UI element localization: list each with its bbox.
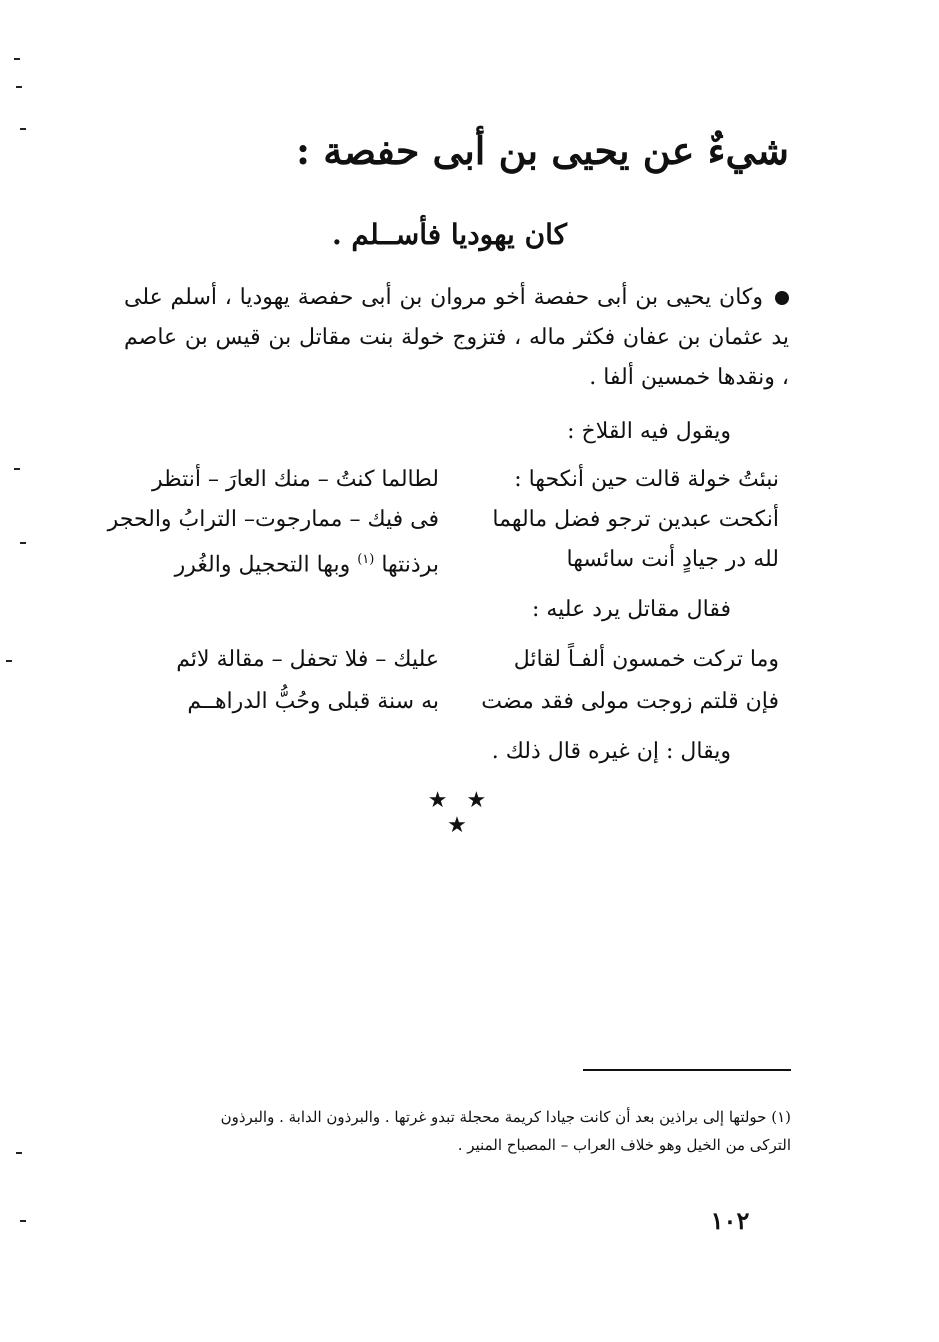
page-number: ١٠٢ (710, 1206, 750, 1235)
scan-mark (16, 86, 22, 88)
poem2-hemistich-left: به سنة قبلى وحُبُّ الدراهــم (187, 689, 439, 714)
scan-mark (20, 542, 26, 544)
footnote-line: التركى من الخيل وهو خلاف العراب – المصباح المنير . (457, 1136, 791, 1154)
page-subheading: كان يهوديا فأســلم . (331, 218, 567, 251)
hemistich-text-a: برذنتها (374, 552, 439, 578)
bullet-icon (775, 291, 789, 305)
footnote-separator (583, 1069, 791, 1071)
poem2-hemistich-right: وما تركت خمسون ألفـاً لقائل (513, 647, 779, 672)
footnote-marker: (١) (357, 552, 375, 567)
section-divider-stars: ★ ★ ★ (427, 788, 493, 838)
paragraph-text: وكان يحيى بن أبى حفصة أخو مروان بن أبى حفصة يهوديا ، أسلم على يد عثمان بن عفان فكثر ماله ، فتزوج خولة بنت مقاتل بن قيس بن عاصم ، ونقدها خمسين ألفا . (124, 285, 789, 390)
body-paragraph (124, 278, 789, 398)
footnote (126, 1103, 791, 1159)
scan-mark (16, 1152, 22, 1154)
poem2-hemistich-right: فإن قلتم زوجت مولى فقد مضت (481, 689, 779, 714)
scan-mark (6, 660, 12, 662)
footnote-line: (١) حولتها إلى براذين بعد أن كانت جيادا كريمة محجلة تبدو غرتها . والبرذون الدابة . والبرذون (220, 1108, 791, 1126)
poem2-hemistich-left: عليك – فلا تحفل – مقالة لائم (176, 647, 439, 672)
scan-mark (14, 468, 20, 470)
hemistich-text-b: وبها التحجيل والغُرر (174, 552, 358, 578)
closing-line: ويقال : إن غيره قال ذلك . (491, 739, 731, 764)
poem1-hemistich-right: نبئتُ خولة قالت حين أنكحها : (514, 467, 779, 492)
poem1-hemistich-left: لطالما كنتُ – منك العارَ – أنتظر (151, 467, 439, 492)
scan-mark (20, 1220, 26, 1222)
scan-mark (14, 58, 20, 60)
poem1-hemistich-right: لله در جيادٍ أنت سائسها (566, 547, 779, 572)
poem1-hemistich-left-with-note (139, 540, 439, 585)
intro-muqatil: فقال مقاتل يرد عليه : (531, 597, 731, 622)
scan-mark (20, 128, 26, 130)
poem1-hemistich-right: أنكحت عبدين ترجو فضل مالهما (492, 507, 779, 532)
poem1-hemistich-left: فى فيك – ممارجوت– الترابُ والحجر (107, 507, 439, 532)
intro-qallakh: ويقول فيه القلاخ : (567, 419, 731, 444)
page-heading: شيءٌ عن يحيى بن أبى حفصة : (296, 128, 789, 173)
